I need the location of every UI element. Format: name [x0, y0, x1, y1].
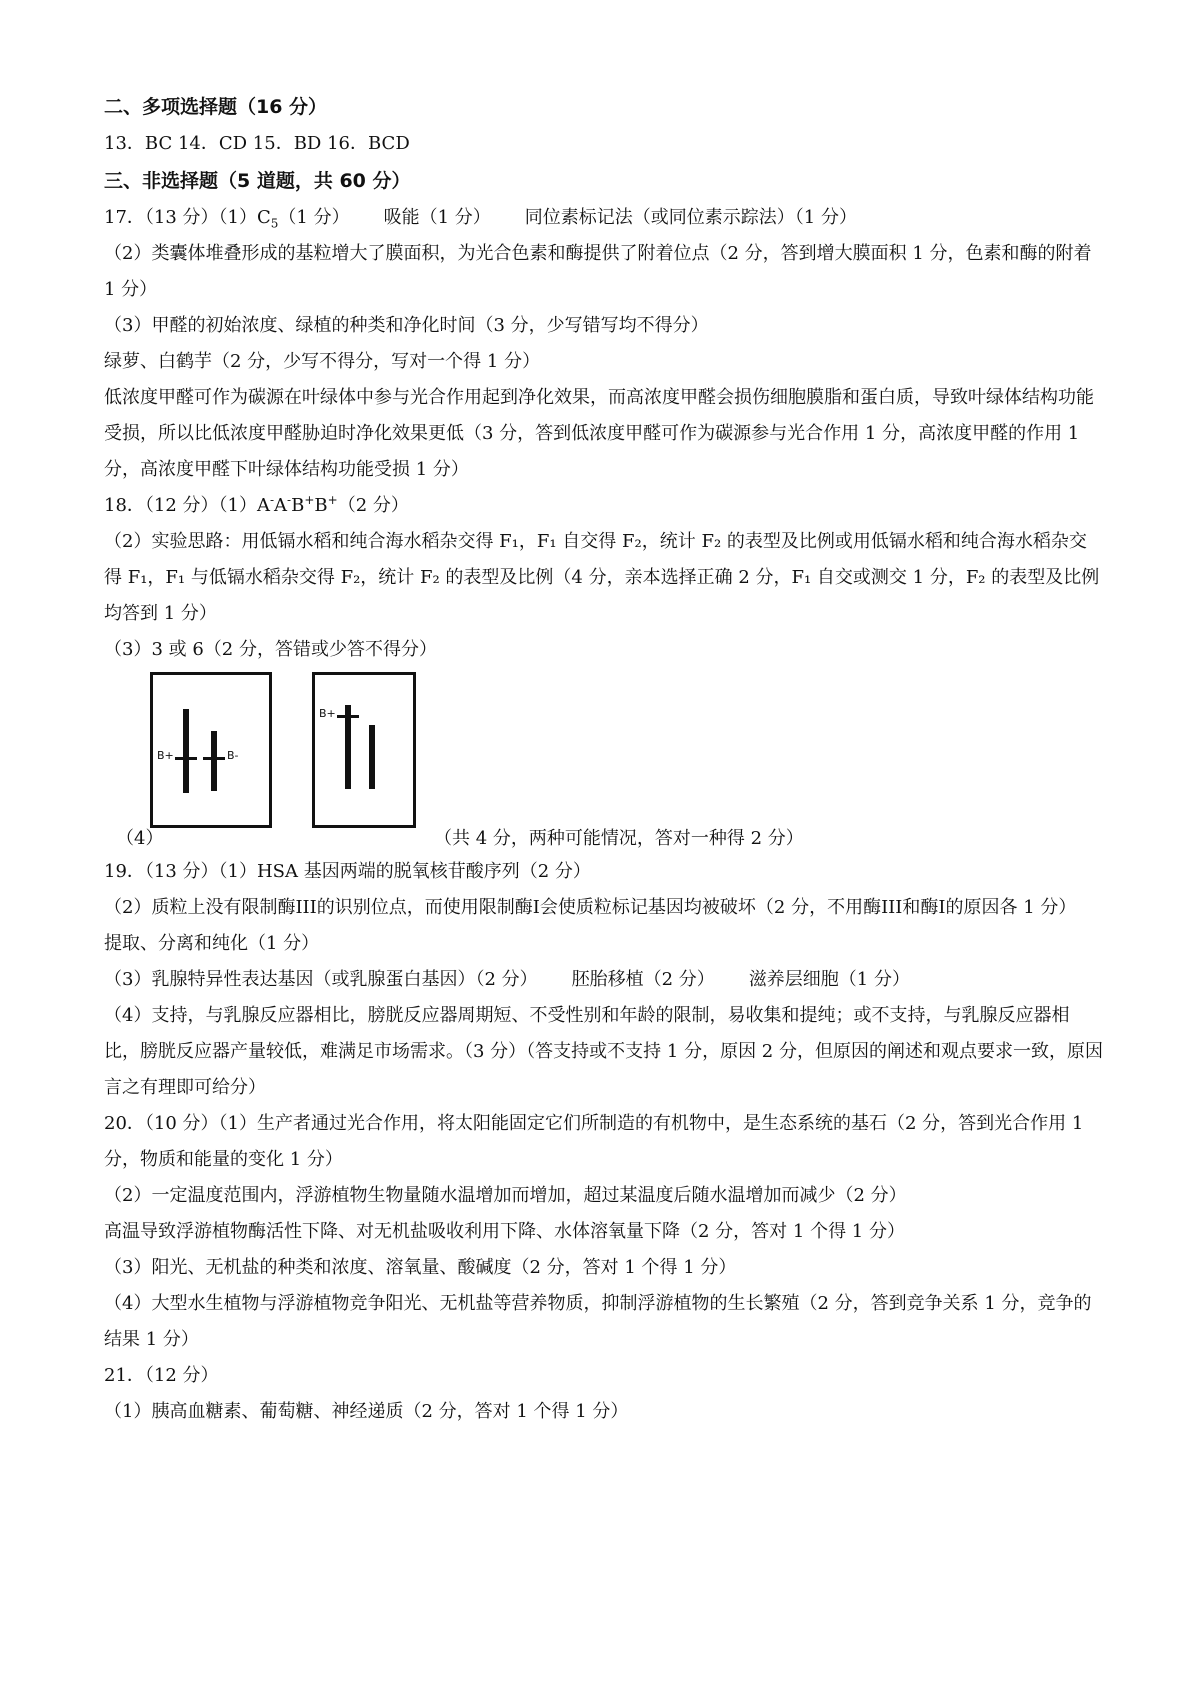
locus-mark-2a — [337, 715, 359, 718]
cell-diagram-2 — [312, 672, 416, 828]
locus-mark-1a — [175, 757, 197, 760]
q18-allele-a: A — [274, 495, 288, 516]
q18-sup-1: - — [269, 493, 275, 507]
q17-energy: 吸能（1 分） — [383, 207, 491, 228]
q19-part3-transfer: 胚胎移植（2 分） — [571, 969, 715, 990]
q19-part3-cell: 滋养层细胞（1 分） — [748, 969, 910, 990]
cell-diagram-1 — [150, 672, 272, 828]
q17-part1-score: （1 分） — [278, 207, 350, 228]
q18-sup-3: + — [304, 493, 315, 507]
locus-mark-1b — [203, 757, 225, 760]
q18-score: （2 分） — [337, 495, 409, 516]
q20-part2: （2）一定温度范围内，浮游植物生物量随水温增加而增加，超过某温度后随水温增加而减少（2 分） — [104, 1185, 907, 1206]
q21-line-1: 21．（12 分） — [104, 1365, 219, 1386]
q19-part4: （4）支持，与乳腺反应器相比，膀胱反应器周期短、不受性别和年龄的限制，易收集和提纯；或不支持，与乳腺反应器相比，膀胱反应器产量较低，难满足市场需求。（3 分）（答支持或不支持 1 分，原因 2 分，但原因的阐述和观点要求一致，原因言之有理即可给分） — [104, 1005, 1103, 1098]
section-title-non-choice: 三、非选择题（5 道题，共 60 分） — [104, 170, 411, 192]
q20-part2-reason: 高温导致浮游植物酶活性下降、对无机盐吸收利用下降、水体溶氧量下降（2 分，答对 1 个得 1 分） — [104, 1221, 905, 1242]
multiple-choice-answers: 13．BC 14．CD 15．BD 16．BCD — [104, 133, 410, 154]
q18-part2: （2）实验思路：用低镉水稻和纯合海水稻杂交得 F₁，F₁ 自交得 F₂，统计 F₂ 的表型及比例或用低镉水稻和纯合海水稻杂交得 F₁，F₁ 与低镉水稻杂交得 F₂，统计 F₂ 的表型及比例（4 分，亲本选择正确 2 分，F₁ 自交或测交 1 分，F₂ 的表型及比例均答到 1 分） — [104, 531, 1100, 624]
q20-part4: （4）大型水生植物与浮游植物竞争阳光、无机盐等营养物质，抑制浮游植物的生长繁殖（2 分，答到竞争关系 1 分，竞争的结果 1 分） — [104, 1293, 1092, 1350]
q19-part3 — [104, 962, 1104, 998]
q21-part1: （1）胰高血糖素、葡萄糖、神经递质（2 分，答对 1 个得 1 分） — [104, 1401, 629, 1422]
q18-sup-4: + — [327, 493, 338, 507]
q18-part3: （3）3 或 6（2 分，答错或少答不得分） — [104, 639, 437, 660]
q17-part3: （3）甲醛的初始浓度、绿植的种类和净化时间（3 分，少写错写均不得分） — [104, 315, 709, 336]
chromosome-1b — [211, 731, 217, 791]
q20-line-1: 20．（10 分）（1）生产者通过光合作用，将太阳能固定它们所制造的有机物中，是生态系统的基石（2 分，答到光合作用 1 分，物质和能量的变化 1 分） — [104, 1113, 1084, 1170]
q18-sup-2: - — [287, 493, 292, 507]
q19-part3-gene: （3）乳腺特异性表达基因（或乳腺蛋白基因）（2 分） — [104, 969, 538, 990]
allele-label-b-plus-2: B+ — [319, 707, 336, 720]
q17-part3-explanation: 低浓度甲醛可作为碳源在叶绿体中参与光合作用起到净化效果，而高浓度甲醛会损伤细胞膜脂和蛋白质，导致叶绿体结构功能受损，所以比低浓度甲醛胁迫时净化效果更低（3 分，答到低浓度甲醛可作为碳源参与光合作用 1 分，高浓度甲醛的作用 1 分，高浓度甲醛下叶绿体结构功能受损 1 分） — [104, 387, 1094, 480]
q19-part2: （2）质粒上没有限制酶III的识别位点，而使用限制酶Ⅰ会使质粒标记基因均被破坏（2 分，不用酶III和酶Ⅰ的原因各 1 分） — [104, 897, 1077, 918]
q17-part3-plants: 绿萝、白鹤芋（2 分，少写不得分，写对一个得 1 分） — [104, 351, 541, 372]
q20-part3: （3）阳光、无机盐的种类和浓度、溶氧量、酸碱度（2 分，答对 1 个得 1 分） — [104, 1257, 737, 1278]
q17-part2: （2）类囊体堆叠形成的基粒增大了膜面积，为光合色素和酶提供了附着位点（2 分，答到增大膜面积 1 分，色素和酶的附着 1 分） — [104, 243, 1092, 300]
q18-allele-b: B — [291, 495, 305, 516]
allele-label-b-plus: B+ — [157, 749, 174, 762]
chromosome-1a — [183, 709, 189, 793]
q17-part1-prefix: 17．（13 分）（1）C — [104, 207, 271, 228]
q17-isotope: 同位素标记法（或同位素示踪法）（1 分） — [524, 207, 857, 228]
q18-allele-b2: B — [314, 495, 328, 516]
q17-subscript: 5 — [270, 216, 279, 231]
q18-figure-row — [104, 668, 1104, 854]
q19-line-1: 19．（13 分）（1）HSA 基因两端的脱氧核苷酸序列（2 分） — [104, 861, 591, 882]
section-title-multiple-choice: 二、多项选择题（16 分） — [104, 96, 328, 118]
chromosome-2b — [369, 725, 375, 789]
q18-part4-note: （共 4 分，两种可能情况，答对一种得 2 分） — [434, 828, 804, 849]
answer-page — [104, 88, 1104, 1430]
q19-part2-extract: 提取、分离和纯化（1 分） — [104, 933, 320, 954]
q18-part4-label: （4） — [116, 828, 164, 849]
q18-prefix: 18．（12 分）（1）A — [104, 495, 270, 516]
allele-label-b-minus: B- — [227, 749, 239, 762]
q18-line-1 — [104, 488, 1104, 524]
q17-line-1 — [104, 200, 1104, 236]
